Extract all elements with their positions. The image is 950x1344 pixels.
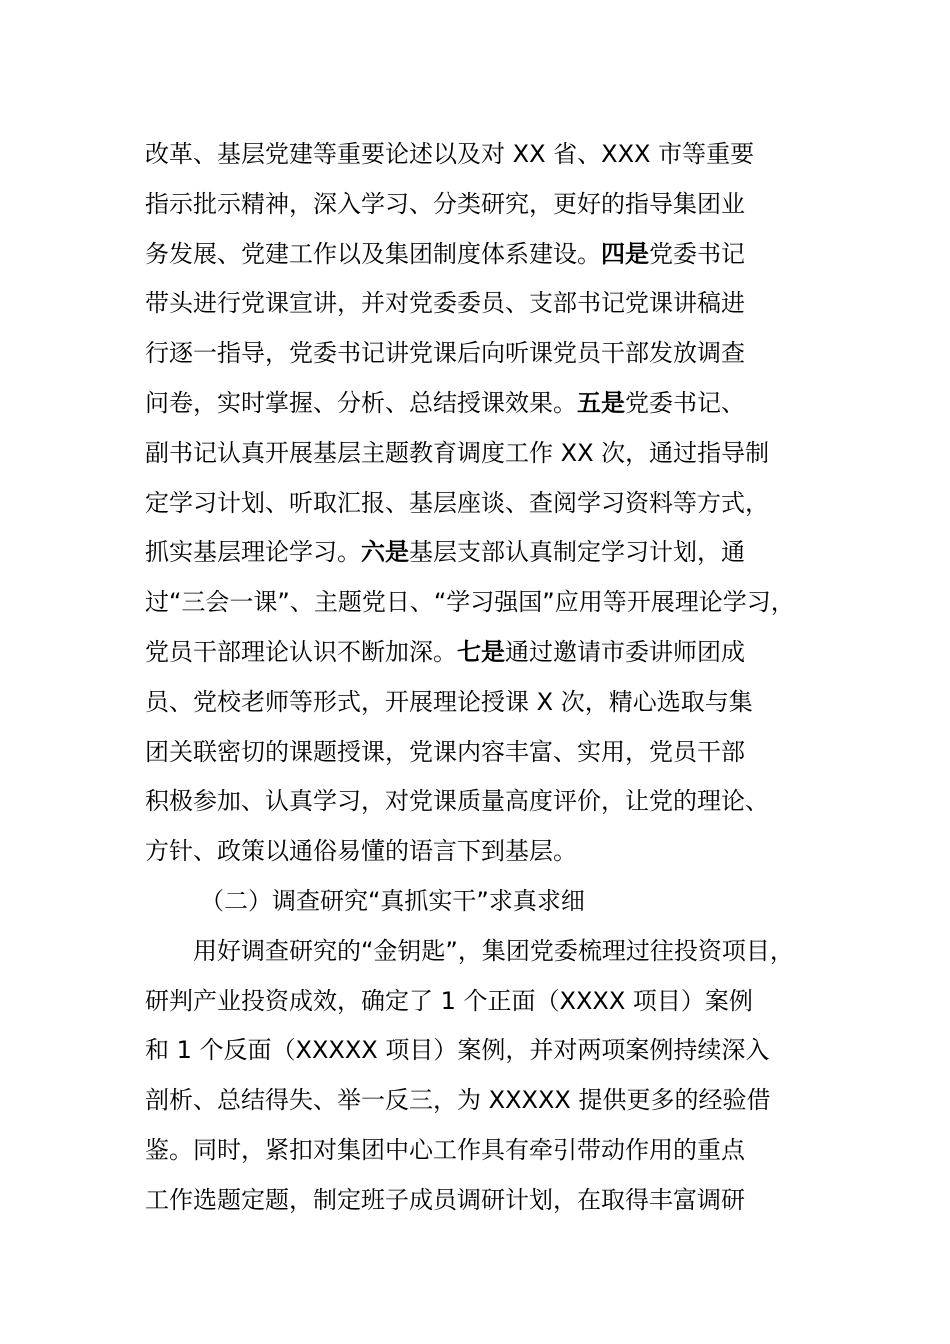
text-line: 带头进行党课宣讲，并对党委委员、支部书记党课讲稿进 <box>145 289 745 318</box>
text-line: 定学习计划、听取汇报、基层座谈、查阅学习资料等方式， <box>145 488 769 517</box>
text-line: 和 1 个反面（XXXXX 项目）案例，并对两项案例持续深入 <box>145 1036 770 1065</box>
text-line: 副书记认真开展基层主题教育调度工作 XX 次，通过指导制 <box>145 438 770 467</box>
text-line: 问卷，实时掌握、分析、总结授课效果。五是党委书记、 <box>145 388 745 417</box>
text-line: 行逐一指导，党委书记讲党课后向听课党员干部发放调查 <box>145 339 745 368</box>
text-line: 指示批示精神，深入学习、分类研究，更好的指导集团业 <box>145 189 745 218</box>
bold-marker: 四是 <box>601 239 649 268</box>
bold-marker: 七是 <box>457 637 505 666</box>
text-line: 过“三会一课”、主题党日、“学习强国”应用等开展理论学习， <box>145 588 795 617</box>
text-line: 研判产业投资成效，确定了 1 个正面（XXXX 项目）案例 <box>145 986 753 1015</box>
text-line: 工作选题定题，制定班子成员调研计划，在取得丰富调研 <box>145 1185 745 1214</box>
bold-marker: 五是 <box>577 388 625 417</box>
text-line: 务发展、党建工作以及集团制度体系建设。四是党委书记 <box>145 239 745 268</box>
text-line: 方针、政策以通俗易懂的语言下到基层。 <box>145 837 577 866</box>
bold-marker: 六是 <box>361 538 409 567</box>
text-line: 积极参加、认真学习，对党课质量高度评价，让党的理论、 <box>145 787 769 816</box>
text-line: 剖析、总结得失、举一反三，为 XXXXX 提供更多的经验借 <box>145 1086 771 1115</box>
text-line: 改革、基层党建等重要论述以及对 XX 省、XXX 市等重要 <box>145 140 755 168</box>
text-line: 团关联密切的课题授课，党课内容丰富、实用，党员干部 <box>145 737 745 766</box>
text-line: 员、党校老师等形式，开展理论授课 X 次，精心选取与集 <box>145 687 753 716</box>
document-body <box>145 130 845 1226</box>
text-line: 党员干部理论认识不断加深。七是通过邀请市委讲师团成 <box>145 637 745 666</box>
section-heading: （二）调查研究“真抓实干”求真求细 <box>200 886 585 915</box>
text-line: 鉴。同时，紧扣对集团中心工作具有牵引带动作用的重点 <box>145 1135 745 1164</box>
text-line: 用好调查研究的“金钥匙”，集团党委梳理过往投资项目， <box>193 936 794 965</box>
text-line: 抓实基层理论学习。六是基层支部认真制定学习计划，通 <box>145 538 745 567</box>
